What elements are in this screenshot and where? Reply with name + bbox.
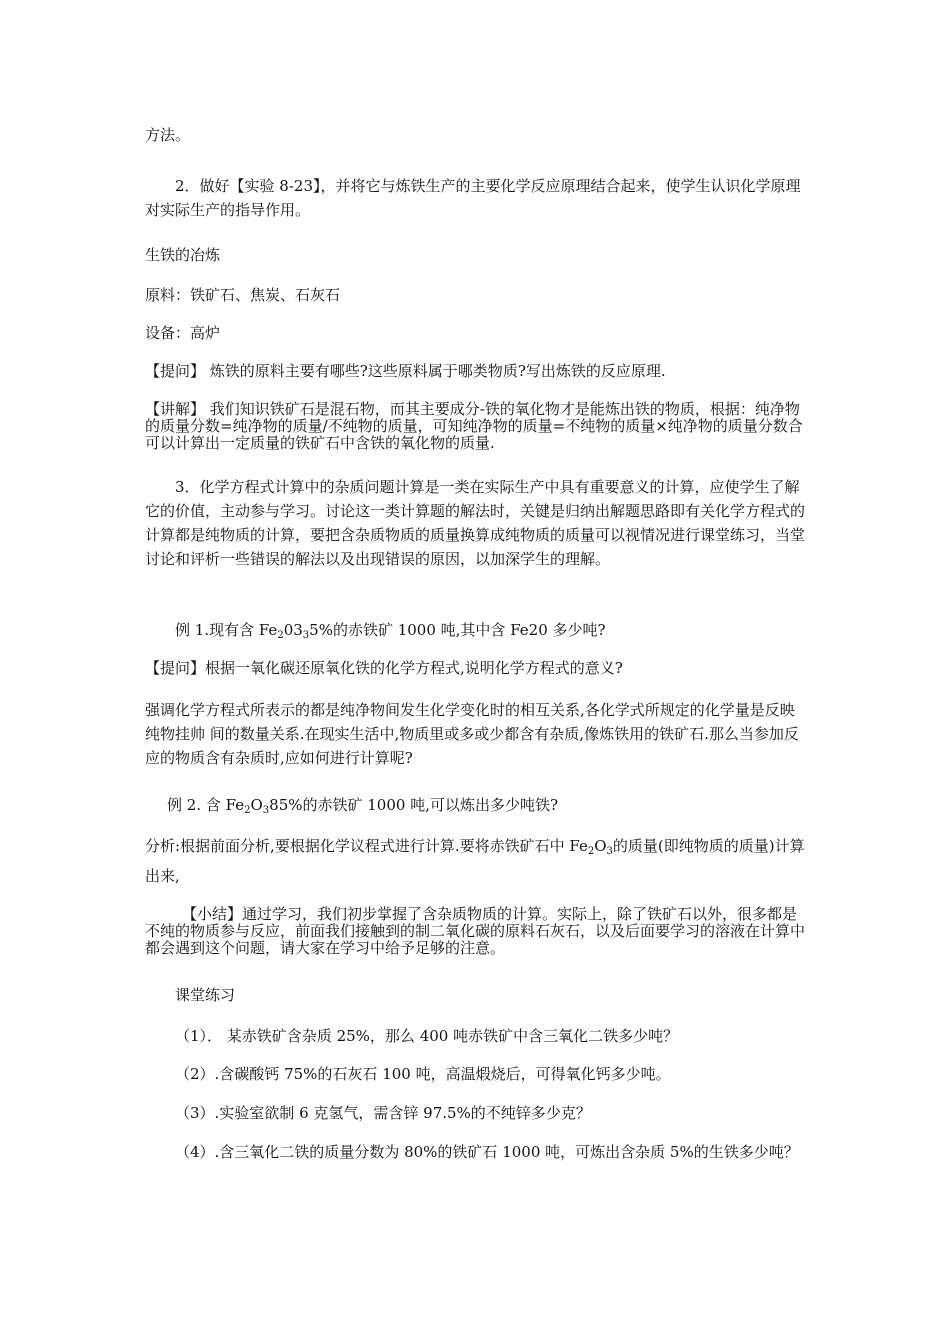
- analysis-text-a: 分析:根据前面分析,要根据化学议程式进行计算.要将赤铁矿石中 Fe: [145, 837, 588, 855]
- exercise-1: （1）． 某赤铁矿含杂质 25%，那么 400 吨赤铁矿中含三氧化二铁多少吨？: [175, 1027, 679, 1045]
- analysis-sub-b: 3: [606, 846, 613, 857]
- example-2: [145, 793, 807, 823]
- analysis-text-b: O: [594, 837, 607, 855]
- heading-iron-smelting: 生铁的冶炼: [145, 246, 221, 264]
- example-2-text-c: 85%的赤铁矿 1000 吨,可以炼出多少吨铁?: [269, 796, 559, 814]
- exercise-3: （3）.实验室欲制 6 克氢气，需含锌 97.5%的不纯锌多少克？: [175, 1104, 591, 1122]
- example-2-sub-b: 3: [262, 805, 270, 816]
- example-1: [145, 618, 807, 648]
- paragraph-emphasis: 强调化学方程式所表示的都是纯净物间发生化学变化时的相互关系,各化学式所规定的化学量是反映纯物挂帅 间的数量关系.在现实生活中,物质里或多或少都含有杂质,像炼铁用的铁矿石.那么当参加反应的物质含有杂质时,应如何进行计算呢?: [145, 701, 799, 767]
- paragraph-experiment: 2．做好【实验 8-23】，并将它与炼铁生产的主要化学反应原理结合起来，使学生认识化学原理对实际生产的指导作用。: [145, 177, 801, 219]
- exercise-4: （4）.含三氧化二铁的质量分数为 80%的铁矿石 1000 吨，可炼出含杂质 5%的生铁多少吨？: [175, 1143, 799, 1161]
- question-equation-meaning: 【提问】根据一氧化碳还原氧化铁的化学方程式,说明化学方程式的意义?: [145, 659, 623, 677]
- summary-paragraph: 【小结】通过学习，我们初步掌握了含杂质物质的计算。实际上，除了铁矿石以外，很多都是不纯的物质参与反应，前面我们接触到的制二氧化碳的原料石灰石，以及后面要学习的溶液在计算中都会遇到这个问题，请大家在学习中给予足够的注意。: [145, 905, 806, 957]
- analysis-sub-a: 2: [587, 846, 595, 857]
- heading-class-practice: 课堂练习: [175, 986, 236, 1004]
- example-1-sub-b: 3: [302, 630, 310, 641]
- explanation-paragraph: 【讲解】 我们知识铁矿石是混石物，而其主要成分-铁的氧化物才是能炼出铁的物质，根据：纯净物的质量分数=纯净物的质量/不纯物的质量，可知纯净物的质量=不纯物的质量×纯净物的质量分数合可以计算出一定质量的铁矿石中含铁的氧化物的质量.: [145, 400, 803, 452]
- example-1-text-a: 例 1.现有含 Fe: [175, 621, 278, 639]
- example-1-text-c: 5%的赤铁矿 1000 吨,其中含 Fe20 多少吨?: [309, 621, 606, 639]
- exercise-2: （2）.含碳酸钙 75%的石灰石 100 吨，高温煅烧后，可得氧化钙多少吨。: [175, 1065, 671, 1083]
- example-2-text-a: 例 2. 含 Fe: [167, 796, 245, 814]
- text-line-method: 方法。: [145, 126, 191, 144]
- example-2-text-b: O: [250, 796, 263, 814]
- analysis-paragraph: [145, 834, 807, 888]
- example-1-sub-a: 2: [277, 630, 284, 641]
- paragraph-impurity-calculation: 3．化学方程式计算中的杂质问题计算是一类在实际生产中具有重要意义的计算，应使学生了解它的价值，主动参与学习。讨论这一类计算题的解法时，关键是归纳出解题思路即有关化学方程式的计算都是纯物质的计算，要把含杂质物质的质量换算成纯物质的质量可以视情况进行课堂练习，当堂讨论和评析一些错误的解法以及出现错误的原因，以加深学生的理解。: [145, 478, 806, 568]
- text-equipment: 设备：高炉: [145, 324, 221, 342]
- example-1-text-b: 03: [283, 621, 303, 639]
- question-raw-materials: 【提问】 炼铁的原料主要有哪些?这些原料属于哪类物质?写出炼铁的反应原理.: [145, 362, 666, 380]
- example-2-sub-a: 2: [244, 805, 251, 816]
- analysis-text-c: 的质量(即纯物质的质量)计算出来,: [145, 837, 805, 885]
- text-raw-materials: 原料：铁矿石、焦炭、石灰石: [145, 286, 341, 304]
